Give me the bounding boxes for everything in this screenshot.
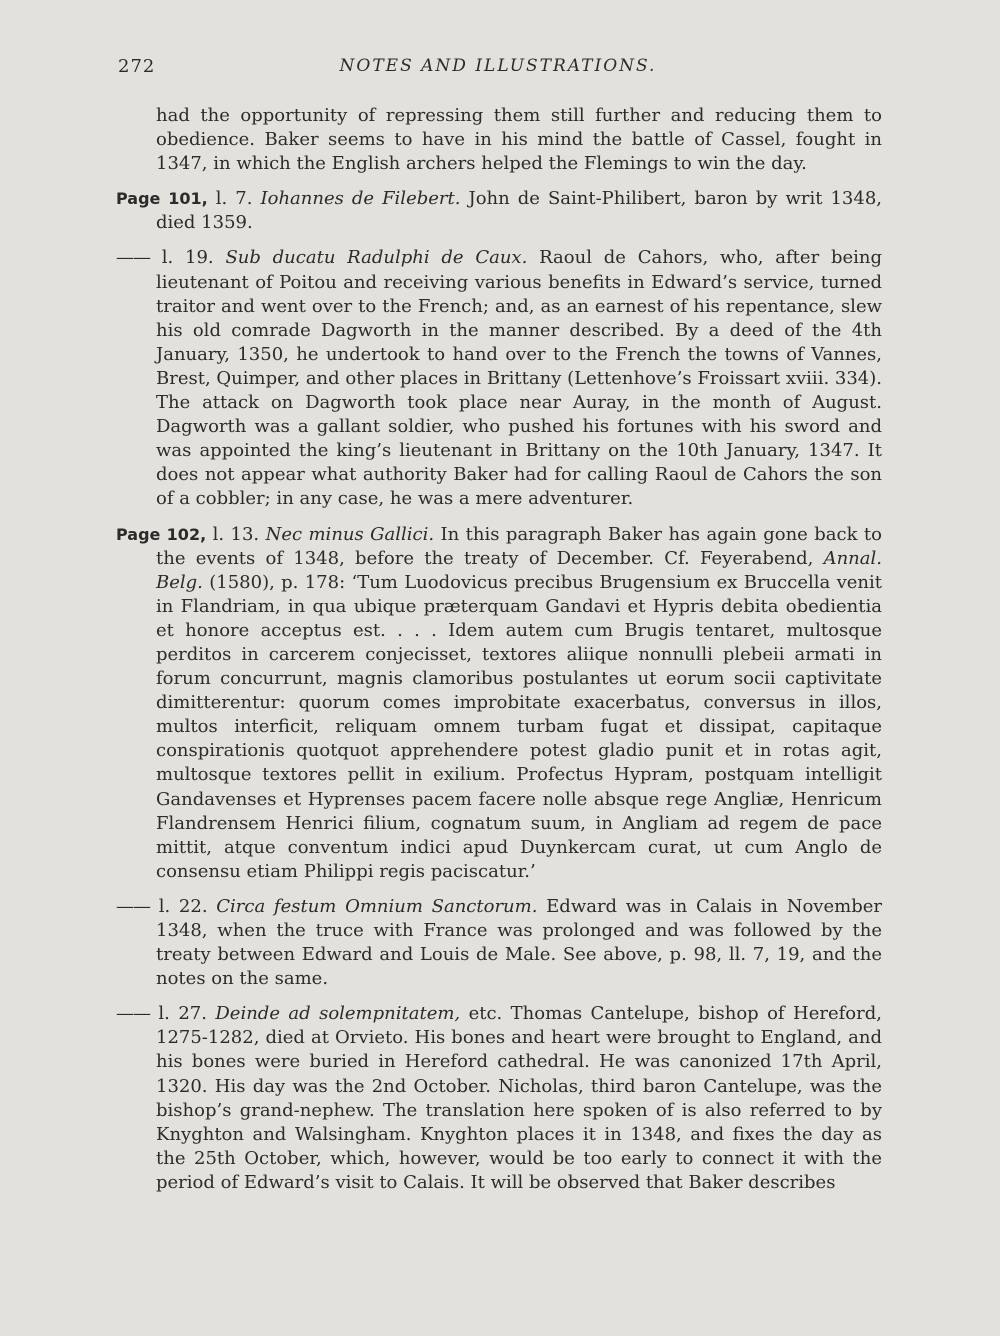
- note-text: had the opportunity of repressing them still further and reducing them to obedience. Baker seems to have in his mind the battle of Cassel, fought in 1347, in which the English archers helped the Flemings to win the day.: [156, 105, 882, 175]
- note-lemma: Iohannes de Filebert.: [260, 188, 461, 210]
- page-reference: Page 101,: [116, 189, 208, 209]
- running-title: NOTES AND ILLUSTRATIONS.: [339, 56, 657, 76]
- line-reference: l. 13.: [212, 523, 260, 545]
- note-lemma: Deinde ad solempnitatem,: [215, 1003, 461, 1025]
- note-line-22: [116, 895, 882, 991]
- line-reference: l. 7.: [215, 188, 253, 210]
- note-text: John de Saint-Philibert, baron by writ 1348, died 1359.: [156, 188, 882, 234]
- note-continuation: [116, 104, 882, 176]
- note-text: Raoul de Cahors, who, after being lieutenant of Poitou and receiving various benefits in Edward’s service, turned traitor and went over to the French; and, as an earnest of his repentance, slew his old comrade Dagworth in the manner described. By a deed of the 4th January, 1350, he undertook to hand over to the French the towns of Vannes, Brest, Quimper, and other places in Brittany (Lettenhove’s Froissart xviii. 334). The attack on Dagworth took place near Auray, in the month of August. Dagworth was a gallant soldier, who pushed his fortunes with his sword and was appointed the king’s lieutenant in Brittany on the 10th January, 1347. It does not appear what authority Baker had for calling Raoul de Cahors the son of a cobbler; in any case, he was a mere adventurer.: [156, 247, 882, 510]
- note-text: In this paragraph Baker has again gone back to the events of 1348, before the treaty of December. Cf. Feyerabend,: [156, 523, 882, 569]
- note-text: Edward was in Calais in November 1348, when the truce with France was prolonged and was followed by the treaty between Edward and Louis de Male. See above, p. 98, ll. 7, 19, and the notes on the same.: [156, 895, 882, 990]
- note-line-19: [116, 246, 882, 511]
- line-reference: l. 19.: [161, 247, 214, 269]
- note-page-101-line-7: [116, 187, 882, 235]
- note-lemma: Nec minus Gallici.: [265, 523, 435, 545]
- note-lemma: Circa festum Omnium Sanctorum.: [216, 895, 538, 917]
- running-head: [118, 56, 878, 86]
- line-reference: l. 22.: [158, 895, 208, 917]
- note-text: etc. Thomas Cantelupe, bishop of Hereford, 1275-1282, died at Orvieto. His bones and heart were brought to England, and his bones were buried in Hereford cathedral. He was canonized 17th April, 1320. His day was the 2nd October. Nicholas, third baron Cantelupe, was the bishop’s grand-nephew. The translation here spoken of is also referred to by Knyghton and Walsingham. Knyghton places it in 1348, and fixes the day as the 25th October, which, however, would be too early to connect it with the period of Edward’s visit to Calais. It will be observed that Baker describes: [156, 1003, 882, 1193]
- page-number: 272: [118, 56, 156, 77]
- note-text: (1580), p. 178: ‘Tum Luodovicus precibus Brugensium ex Bruccella venit in Flandriam, in qua ubique præterquam Gandavi et Hypris debita obedientia et honore acceptus est. . . . Idem autem cum Brugis tentaret, multosque perditos in carcerem conjecisset, textores aliique nonnulli plebeii armati in forum concurrunt, magnis clamoribus postulantes ut eorum socii captivitate dimitterentur: quorum comes improbitate exacerbatus, conversus in illos, multos interficit, reliquam omnem turbam fugat et dissipat, capitaque conspirationis quotquot apprehendere potest gladio punit et in rotas agit, multosque textores pellit in exilium. Profectus Hypram, postquam intelligit Gandavenses et Hyprenses pacem facere nolle absque rege Angliæ, Henricum Flandrensem Henrici filium, cognatum suum, in Angliam ad regem de pace mittit, atque conventum indici apud Duynkercam curat, ut cum Anglo de consensu etiam Philippi regis paciscatur.’: [156, 571, 882, 882]
- note-lemma: Sub ducatu Radulphi de Caux.: [225, 247, 528, 269]
- page-reference: Page 102,: [116, 524, 207, 544]
- line-reference: l. 27.: [158, 1003, 207, 1025]
- ditto-dash: ——: [116, 895, 150, 917]
- notes-body: [116, 104, 882, 1206]
- ditto-dash: ——: [116, 1003, 150, 1025]
- note-page-102-line-13: [116, 523, 882, 884]
- citation-title: Annal. Belg.: [156, 547, 882, 593]
- note-line-27: [116, 1002, 882, 1195]
- ditto-dash: ——: [116, 247, 150, 269]
